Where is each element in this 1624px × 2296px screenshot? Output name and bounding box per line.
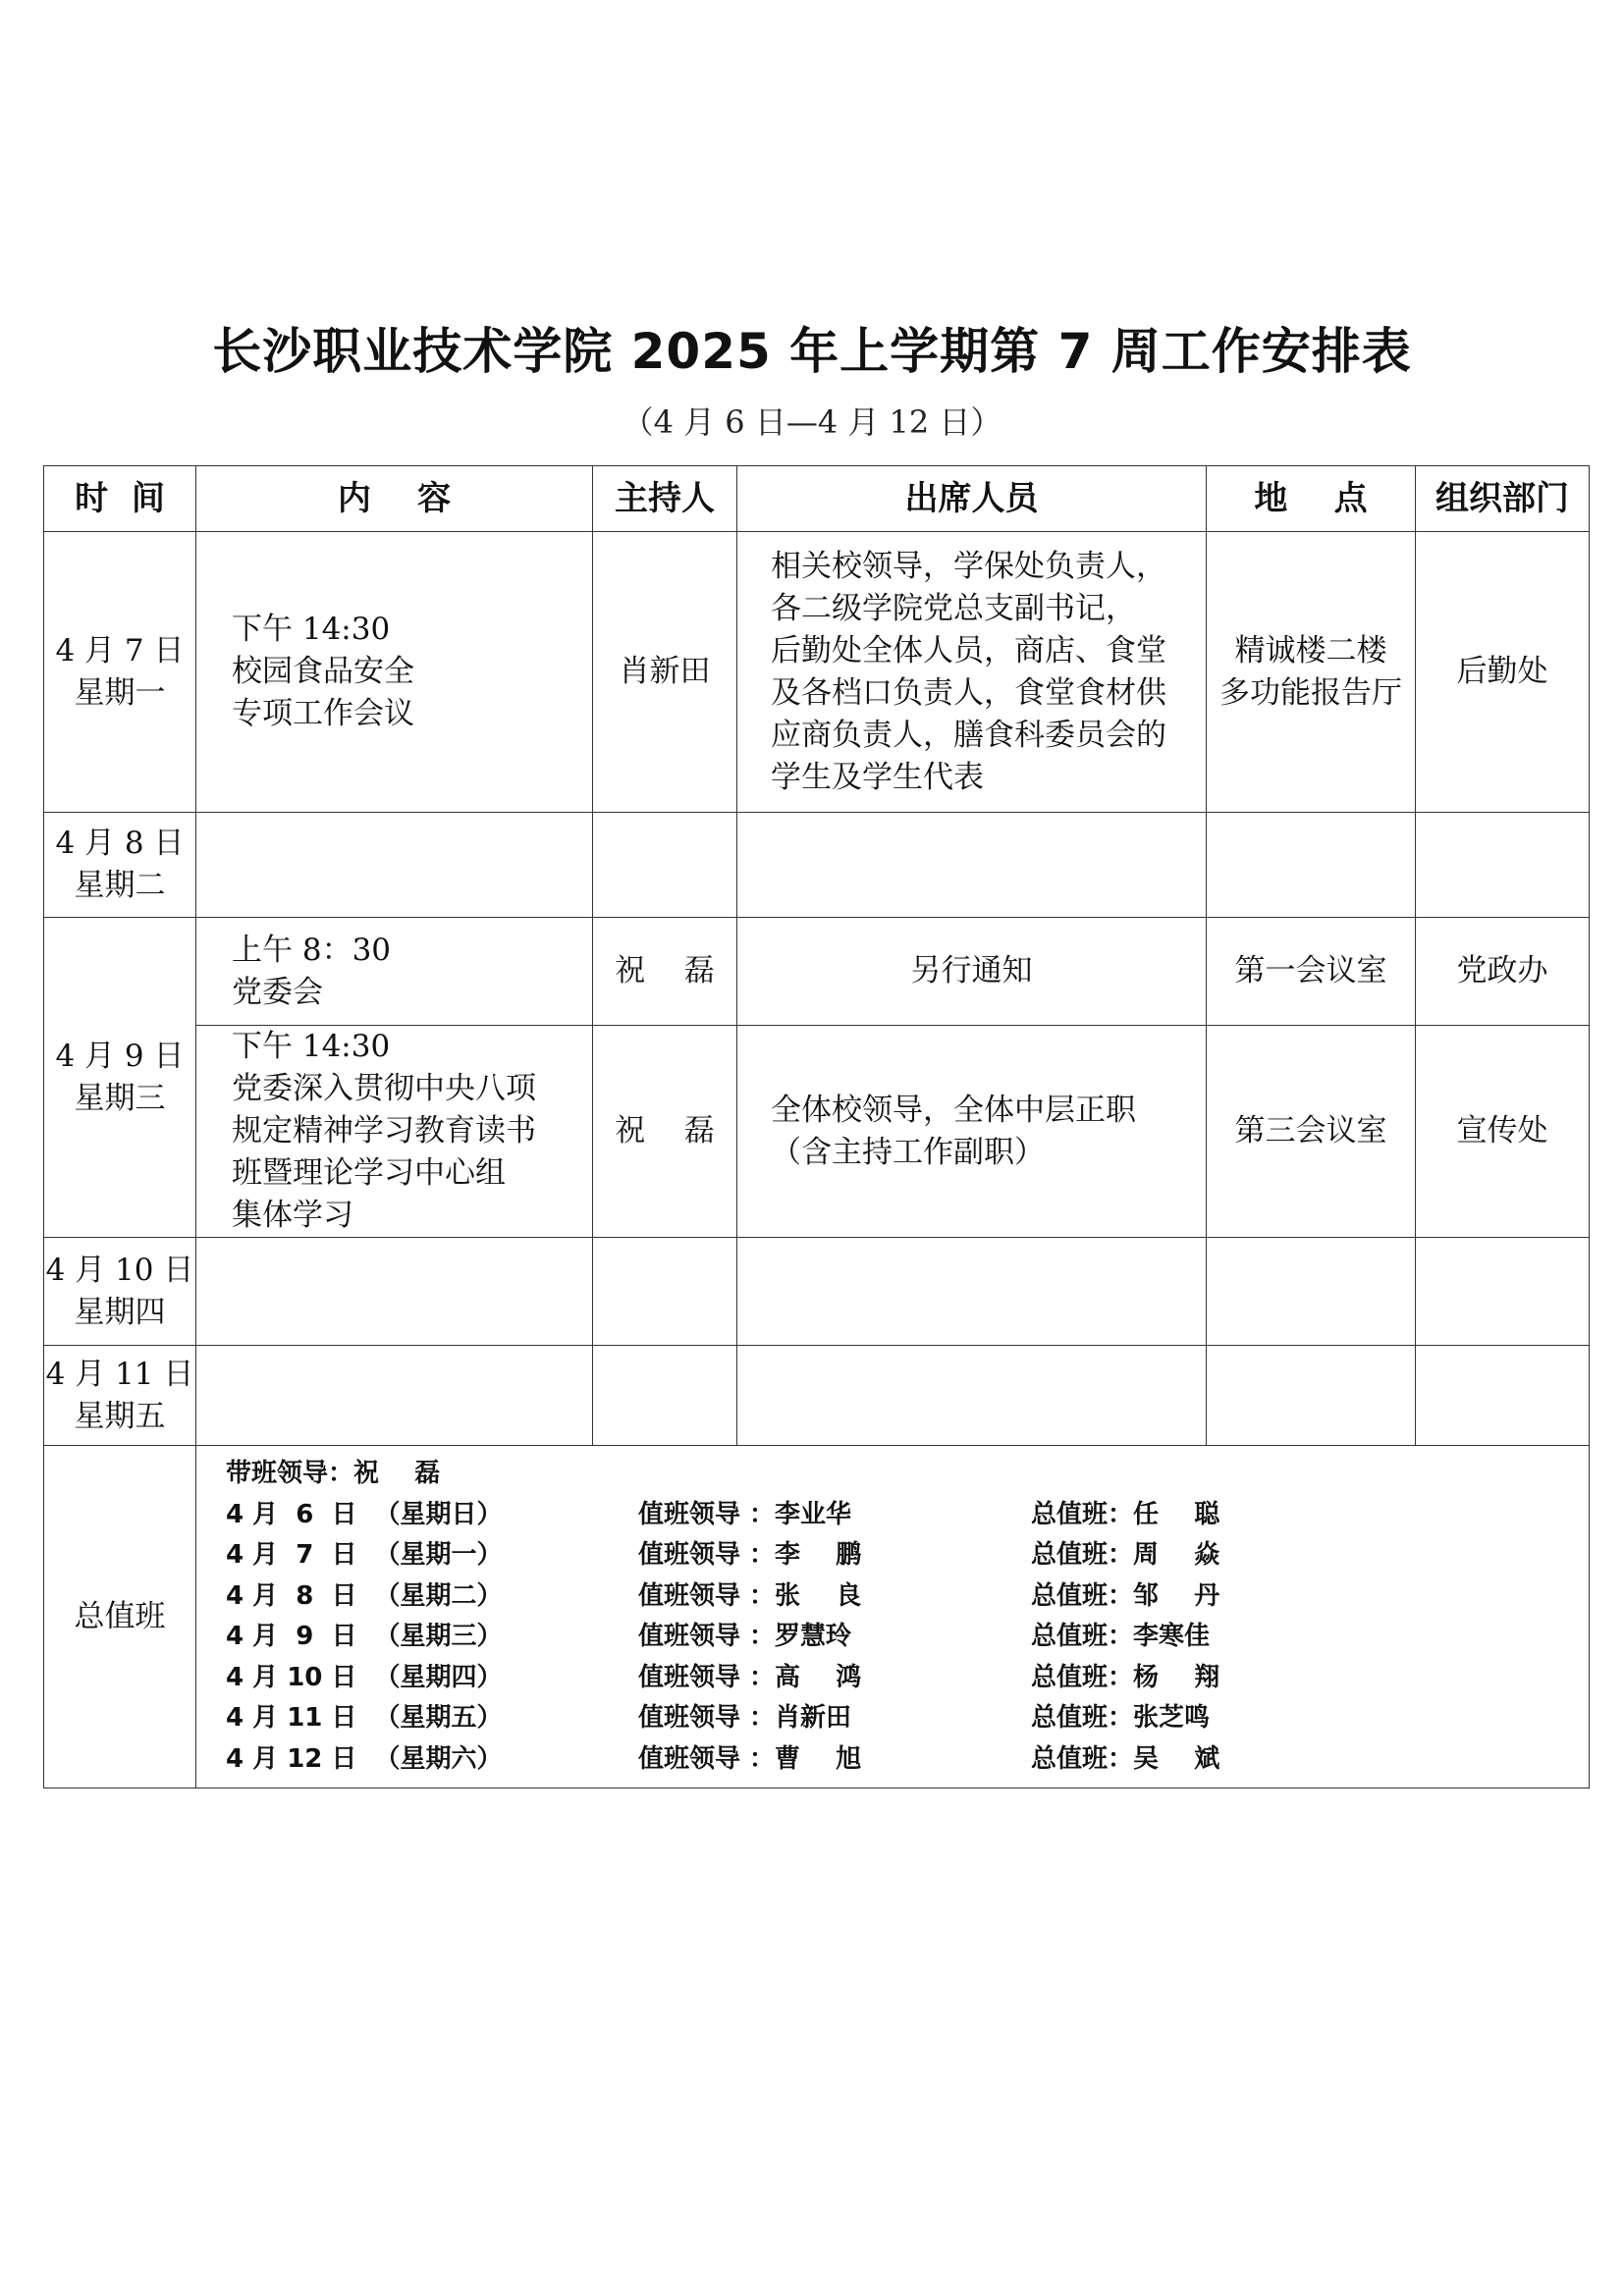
duty-date: 4 月 8 日 （星期二） bbox=[226, 1580, 503, 1611]
duty-chief: 总值班：周 焱 bbox=[1031, 1540, 1220, 1570]
attendees-cell bbox=[737, 1238, 1207, 1346]
duty-chief: 总值班：李寒佳 bbox=[1031, 1622, 1211, 1651]
duty-chief: 总值班：吴 斌 bbox=[1031, 1743, 1220, 1774]
table-row bbox=[44, 918, 1590, 1026]
table-row bbox=[44, 1238, 1590, 1346]
duty-lead bbox=[226, 1454, 1589, 1495]
date-cell: 4 月 10 日 星期四 bbox=[44, 1238, 196, 1346]
content-cell bbox=[196, 1346, 593, 1446]
date-cell: 4 月 7 日 星期一 bbox=[44, 532, 196, 813]
duty-leader: 值班领导 ：罗慧玲 bbox=[638, 1622, 852, 1651]
host-cell bbox=[593, 1346, 737, 1446]
host-cell: 肖新田 bbox=[593, 532, 737, 813]
attendees-cell bbox=[737, 813, 1207, 918]
host-cell: 祝 磊 bbox=[593, 918, 737, 1026]
duty-leader: 值班领导 ：李业华 bbox=[638, 1499, 852, 1529]
dept-cell bbox=[1416, 1346, 1590, 1446]
dept-cell: 党政办 bbox=[1416, 918, 1590, 1026]
duty-entry bbox=[226, 1739, 1589, 1781]
host-cell bbox=[593, 1238, 737, 1346]
location-cell: 第一会议室 bbox=[1207, 918, 1416, 1026]
date-cell: 4 月 8 日 星期二 bbox=[44, 813, 196, 918]
attendees-cell: 另行通知 bbox=[737, 918, 1207, 1026]
table-row bbox=[44, 1346, 1590, 1446]
location-cell: 第三会议室 bbox=[1207, 1026, 1416, 1238]
dept-cell: 后勤处 bbox=[1416, 532, 1590, 813]
dept-cell: 宣传处 bbox=[1416, 1026, 1590, 1238]
header-attendees: 出席人员 bbox=[737, 466, 1207, 532]
duty-date: 4 月 6 日 （星期日） bbox=[226, 1499, 503, 1529]
header-dept: 组织部门 bbox=[1416, 466, 1590, 532]
duty-chief: 总值班：张芝鸣 bbox=[1031, 1703, 1211, 1733]
duty-roster bbox=[196, 1446, 1590, 1789]
header-host: 主持人 bbox=[593, 466, 737, 532]
duty-leader: 值班领导 ：高 鸿 bbox=[638, 1662, 862, 1692]
duty-leader: 值班领导 ：李 鹏 bbox=[638, 1540, 862, 1570]
duty-chief: 总值班：杨 翔 bbox=[1031, 1662, 1220, 1692]
table-row bbox=[44, 1026, 1590, 1238]
duty-entry bbox=[226, 1658, 1589, 1699]
duty-date: 4 月 11 日 （星期五） bbox=[226, 1703, 503, 1733]
schedule-table bbox=[43, 465, 1590, 1789]
duty-entry bbox=[226, 1535, 1589, 1576]
duty-label: 总值班 bbox=[44, 1446, 196, 1789]
duty-entry bbox=[226, 1576, 1589, 1618]
content-cell: 上午 8：30 党委会 bbox=[196, 918, 593, 1026]
dept-cell bbox=[1416, 1238, 1590, 1346]
location-cell bbox=[1207, 1238, 1416, 1346]
table-header-row bbox=[44, 466, 1590, 532]
content-cell bbox=[196, 1238, 593, 1346]
host-cell bbox=[593, 813, 737, 918]
duty-date: 4 月 10 日 （星期四） bbox=[226, 1662, 503, 1692]
content-cell: 下午 14:30 校园食品安全 专项工作会议 bbox=[196, 532, 593, 813]
header-time: 时 间 bbox=[44, 466, 196, 532]
date-cell: 4 月 9 日 星期三 bbox=[44, 918, 196, 1238]
duty-entry bbox=[226, 1698, 1589, 1739]
duty-date: 4 月 9 日 （星期三） bbox=[226, 1622, 503, 1651]
dept-cell bbox=[1416, 813, 1590, 918]
location-cell: 精诚楼二楼 多功能报告厅 bbox=[1207, 532, 1416, 813]
duty-leader: 值班领导 ：张 良 bbox=[638, 1580, 862, 1611]
table-row bbox=[44, 532, 1590, 813]
date-cell: 4 月 11 日 星期五 bbox=[44, 1346, 196, 1446]
header-content: 内 容 bbox=[196, 466, 593, 532]
attendees-cell bbox=[737, 1346, 1207, 1446]
duty-entry bbox=[226, 1495, 1589, 1536]
duty-chief: 总值班：任 聪 bbox=[1031, 1499, 1220, 1529]
table-row bbox=[44, 813, 1590, 918]
duty-lead-text: 带班领导：祝 磊 bbox=[226, 1459, 441, 1488]
location-cell bbox=[1207, 813, 1416, 918]
duty-entry bbox=[226, 1617, 1589, 1658]
content-cell bbox=[196, 813, 593, 918]
duty-row bbox=[44, 1446, 1590, 1789]
duty-leader: 值班领导 ：肖新田 bbox=[638, 1703, 852, 1733]
date-range-subtitle: （4 月 6 日—4 月 12 日） bbox=[622, 403, 1002, 441]
duty-chief: 总值班：邹 丹 bbox=[1031, 1580, 1220, 1611]
attendees-cell: 全体校领导，全体中层正职 （含主持工作副职） bbox=[737, 1026, 1207, 1238]
attendees-cell: 相关校领导，学保处负责人， 各二级学院党总支副书记， 后勤处全体人员，商店、食堂 及各档口负责人，食堂食材供 应商负责人，膳食科委员会的 学生及学生代表 bbox=[737, 532, 1207, 813]
duty-date: 4 月 12 日 （星期六） bbox=[226, 1743, 503, 1774]
location-cell bbox=[1207, 1346, 1416, 1446]
header-location: 地 点 bbox=[1207, 466, 1416, 532]
host-cell: 祝 磊 bbox=[593, 1026, 737, 1238]
content-cell: 下午 14:30 党委深入贯彻中央八项 规定精神学习教育读书 班暨理论学习中心组 集体学习 bbox=[196, 1026, 593, 1238]
duty-date: 4 月 7 日 （星期一） bbox=[226, 1540, 503, 1570]
page-title: 长沙职业技术学院 2025 年上学期第 7 周工作安排表 bbox=[212, 323, 1412, 380]
duty-leader: 值班领导 ：曹 旭 bbox=[638, 1743, 862, 1774]
